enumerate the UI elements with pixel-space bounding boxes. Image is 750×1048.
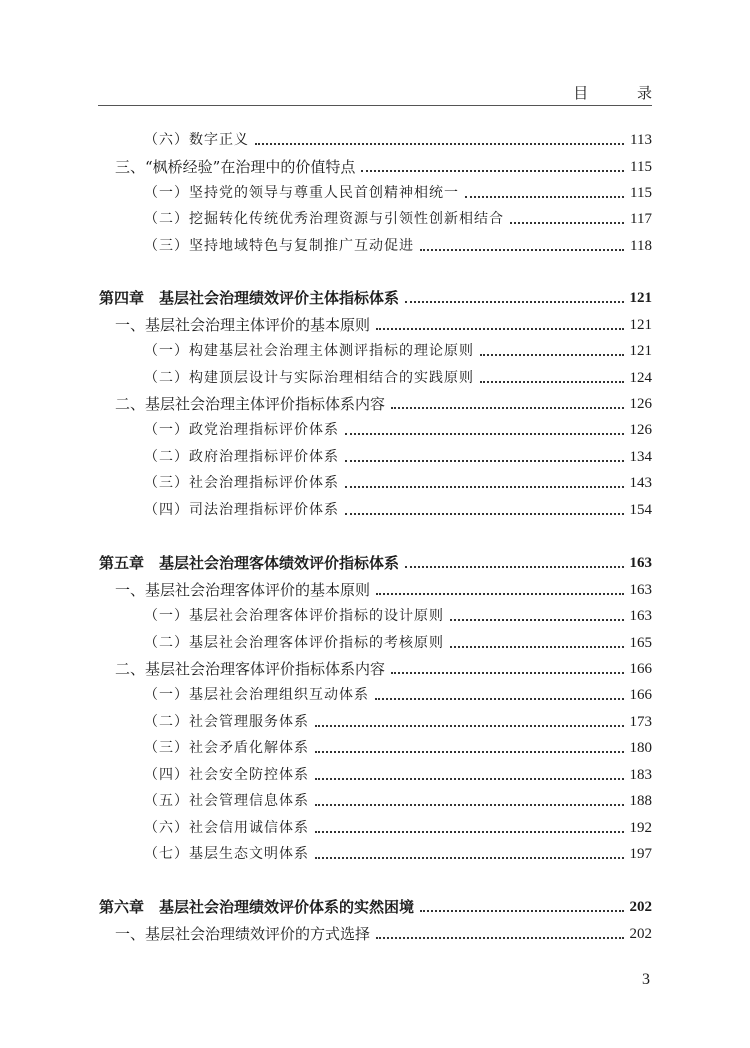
toc-entry-sub [144, 759, 652, 785]
toc-entry-page: 124 [629, 370, 652, 386]
toc-entry-sub [144, 494, 652, 520]
toc-entry-title: 一、基层社会治理主体评价的基本原则 [115, 316, 371, 334]
toc-leader-dots [405, 566, 623, 568]
toc-entry-title: （一）基层社会治理组织互动体系 [144, 687, 369, 703]
toc-entry-sub [144, 732, 652, 758]
toc-entry-title: （一）坚持党的领导与尊重人民首创精神相统一 [144, 185, 459, 201]
toc-entry-page: 134 [629, 449, 652, 465]
toc-entry-page: 113 [630, 132, 652, 148]
toc-entry-title: （三）坚持地域特色与复制推广互动促进 [144, 238, 414, 254]
toc-entry-page: 143 [629, 475, 652, 491]
toc-leader-dots [510, 222, 624, 224]
toc-leader-dots [375, 698, 624, 700]
toc-leader-dots [391, 672, 623, 674]
toc-entry-chapter [99, 891, 652, 917]
toc-entry-page: 166 [629, 661, 652, 677]
toc-entry-page: 197 [629, 846, 652, 862]
toc-entry-title: （二）社会管理服务体系 [144, 714, 309, 730]
toc-leader-dots [480, 381, 624, 383]
toc-entry-section [115, 653, 652, 679]
toc-entry-chapter [99, 547, 652, 573]
toc-entry-title: 二、基层社会治理主体评价指标体系内容 [115, 395, 386, 413]
toc-entry-title: （七）基层生态文明体系 [144, 846, 309, 862]
toc-entry-title: （四）司法治理指标评价体系 [144, 502, 339, 518]
toc-entry-page: 126 [629, 422, 652, 438]
toc-entry-page: 115 [630, 185, 652, 201]
toc-leader-dots [345, 513, 624, 515]
toc-entry-page: 180 [629, 740, 652, 756]
toc-leader-dots [315, 725, 624, 727]
toc-entry-sub [144, 177, 652, 203]
toc-entry-title: （一）构建基层社会治理主体测评指标的理论原则 [144, 343, 474, 359]
toc-entry-title: 第五章 基层社会治理客体绩效评价指标体系 [99, 554, 400, 572]
toc-entry-title: （一）基层社会治理客体评价指标的设计原则 [144, 608, 444, 624]
toc-entry-sub [144, 812, 652, 838]
toc-entry-title: 第四章 基层社会治理绩效评价主体指标体系 [99, 289, 400, 307]
toc-entry-title: 第六章 基层社会治理绩效评价体系的实然困境 [99, 898, 415, 916]
toc-entry-page: 121 [629, 317, 652, 333]
toc-entry-section [115, 388, 652, 414]
toc-leader-dots [345, 460, 624, 462]
toc-entry-sub [144, 414, 652, 440]
toc-entry-page: 115 [630, 159, 652, 175]
toc-entry-page: 202 [629, 926, 652, 942]
toc-entry-page: 183 [629, 767, 652, 783]
toc-entry-sub [144, 230, 652, 256]
toc-entry-page: 166 [629, 687, 652, 703]
toc-entry-title: （五）社会管理信息体系 [144, 793, 309, 809]
toc-leader-dots [391, 407, 623, 409]
toc-entry-page: 202 [629, 899, 652, 915]
toc-leader-dots [376, 593, 623, 595]
toc-leader-dots [450, 646, 624, 648]
toc-entry-sub [144, 335, 652, 361]
toc-leader-dots [376, 937, 623, 939]
toc-leader-dots [420, 910, 623, 912]
toc-entry-section [115, 151, 652, 177]
toc-entry-sub [144, 627, 652, 653]
toc-entry-title: （三）社会治理指标评价体系 [144, 475, 339, 491]
toc-entry-title: （四）社会安全防控体系 [144, 767, 309, 783]
toc-entry-page: 163 [629, 608, 652, 624]
toc-entry-title: 一、基层社会治理客体评价的基本原则 [115, 581, 371, 599]
toc-entry-title: （二）基层社会治理客体评价指标的考核原则 [144, 635, 444, 651]
toc-entry-page: 126 [629, 396, 652, 412]
toc-entry-page: 163 [629, 555, 652, 571]
toc-entry-page: 154 [629, 502, 652, 518]
toc-entry-sub [144, 362, 652, 388]
toc-entry-title: （二）政府治理指标评价体系 [144, 449, 339, 465]
toc-entry-page: 173 [629, 714, 652, 730]
toc-entry-sub [144, 785, 652, 811]
toc-leader-dots [315, 857, 624, 859]
toc-entry-page: 117 [630, 211, 652, 227]
toc-leader-dots [255, 143, 624, 145]
toc-leader-dots [420, 249, 624, 251]
toc-entry-sub [144, 706, 652, 732]
toc-leader-dots [345, 433, 624, 435]
toc-entry-title: （三）社会矛盾化解体系 [144, 740, 309, 756]
toc-leader-dots [376, 328, 623, 330]
toc-entry-section [115, 574, 652, 600]
toc-entry-page: 118 [630, 238, 652, 254]
toc-entry-title: 一、基层社会治理绩效评价的方式选择 [115, 925, 371, 943]
toc-entry-page: 121 [629, 290, 652, 306]
toc-entry-sub [144, 124, 652, 150]
toc-entry-page: 165 [629, 635, 652, 651]
toc-leader-dots [450, 619, 624, 621]
header-rule [98, 105, 652, 106]
running-header-title: 目 录 [573, 84, 674, 102]
toc-leader-dots [361, 170, 624, 172]
toc-leader-dots [315, 804, 624, 806]
page-number: 3 [642, 971, 650, 988]
toc-leader-dots [315, 831, 624, 833]
toc-entry-title: （二）构建顶层设计与实际治理相结合的实践原则 [144, 370, 474, 386]
toc-entry-sub [144, 600, 652, 626]
toc-entry-sub [144, 838, 652, 864]
toc-entry-title: （六）数字正义 [144, 132, 249, 148]
toc-entry-page: 163 [629, 582, 652, 598]
toc-entry-sub [144, 203, 652, 229]
toc-leader-dots [405, 301, 623, 303]
toc-leader-dots [480, 354, 624, 356]
toc-entry-sub [144, 467, 652, 493]
toc-leader-dots [315, 751, 624, 753]
toc-entry-chapter [99, 282, 652, 308]
toc-entry-title: 二、基层社会治理客体评价指标体系内容 [115, 660, 386, 678]
toc-entry-title: 三、“枫桥经验”在治理中的价值特点 [115, 158, 356, 176]
toc-entry-section [115, 309, 652, 335]
toc-entry-sub [144, 679, 652, 705]
toc-entry-title: （一）政党治理指标评价体系 [144, 422, 339, 438]
toc-leader-dots [315, 778, 624, 780]
toc-entry-page: 192 [629, 820, 652, 836]
toc-leader-dots [345, 486, 624, 488]
toc-entry-page: 121 [629, 343, 652, 359]
toc-entry-sub [144, 441, 652, 467]
toc-entry-page: 188 [629, 793, 652, 809]
toc-entry-section [115, 918, 652, 944]
toc-leader-dots [465, 196, 624, 198]
toc-entry-title: （二）挖掘转化传统优秀治理资源与引领性创新相结合 [144, 211, 504, 227]
toc-entry-title: （六）社会信用诚信体系 [144, 820, 309, 836]
